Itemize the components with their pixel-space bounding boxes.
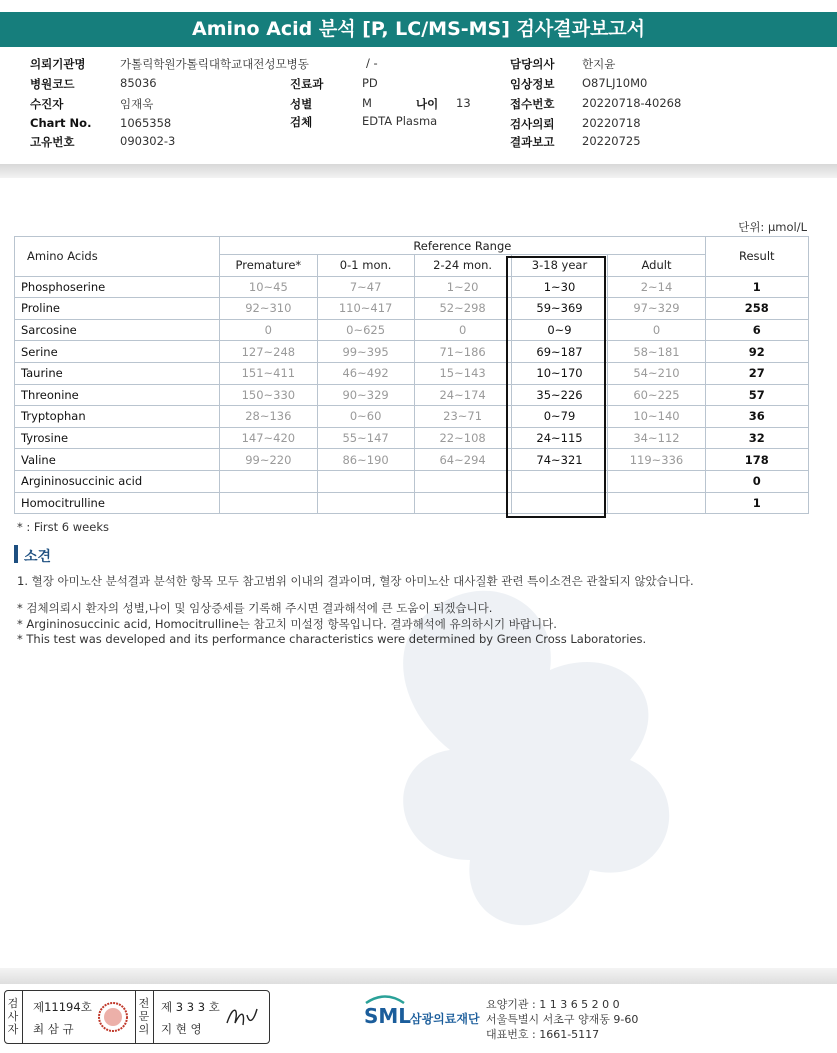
ref-range-m2-24: 71~186 bbox=[414, 341, 511, 363]
result-value: 92 bbox=[705, 341, 808, 363]
ref-range-adult: 119~336 bbox=[608, 449, 705, 471]
ref-range-adult: 58~181 bbox=[608, 341, 705, 363]
findings-note-2: * Argininosuccinic acid, Homocitrulline는 참고치 미설정 항목입니다. 결과해석에 유의하시기 바랍니다. bbox=[17, 617, 557, 631]
amino-acid-name: Taurine bbox=[15, 362, 220, 384]
ref-range-y3-18: 35~226 bbox=[511, 384, 608, 406]
ref-range-y3-18: 69~187 bbox=[511, 341, 608, 363]
table-row bbox=[15, 406, 809, 428]
ref-range-y3-18: 1~30 bbox=[511, 276, 608, 298]
ref-range-adult: 10~140 bbox=[608, 406, 705, 428]
table-row bbox=[15, 341, 809, 363]
col-reference-range: Reference Range bbox=[220, 237, 705, 255]
specimen-label: 검체 bbox=[290, 115, 313, 129]
clinical-label: 임상정보 bbox=[510, 77, 555, 91]
unique-label: 고유번호 bbox=[30, 135, 75, 149]
specialist-label-1: 전 bbox=[138, 997, 150, 1010]
ref-range-m0-1 bbox=[317, 470, 414, 492]
report-title: Amino Acid 분석 [P, LC/MS-MS] 검사결과보고서 bbox=[0, 12, 837, 47]
subcol-adult: Adult bbox=[608, 255, 705, 277]
findings-note-3: * This test was developed and its performance characteristics were determined by Green Cross Laboratories. bbox=[17, 632, 647, 646]
result-value: 178 bbox=[705, 449, 808, 471]
org-phone: 대표번호 : 1661-5117 bbox=[486, 1028, 600, 1041]
receipt-label: 접수번호 bbox=[510, 97, 555, 111]
ref-range-adult: 97~329 bbox=[608, 298, 705, 320]
ref-range-adult: 60~225 bbox=[608, 384, 705, 406]
ref-range-premature: 28~136 bbox=[220, 406, 317, 428]
ref-range-adult bbox=[608, 492, 705, 514]
ref-range-m0-1: 99~395 bbox=[317, 341, 414, 363]
result-value: 1 bbox=[705, 276, 808, 298]
ref-range-premature: 92~310 bbox=[220, 298, 317, 320]
result-value: 1 bbox=[705, 492, 808, 514]
table-row bbox=[15, 319, 809, 341]
amino-acid-name: Tryptophan bbox=[15, 406, 220, 428]
highlight-3-18-year bbox=[506, 256, 606, 518]
ref-range-m0-1: 0~625 bbox=[317, 319, 414, 341]
receipt-value: 20220718-40268 bbox=[582, 96, 682, 110]
sig-divider-3 bbox=[153, 991, 154, 1043]
findings-marker bbox=[14, 545, 18, 563]
findings-line-1: 1. 혈장 아미노산 분석결과 분석한 항목 모두 참고범위 이내의 결과이며, 혈장 아미노산 대사질환 관련 특이소견은 관찰되지 않았습니다. bbox=[17, 574, 694, 588]
table-row bbox=[15, 298, 809, 320]
table-row bbox=[15, 362, 809, 384]
examiner-label-2: 사 bbox=[7, 1010, 19, 1023]
ref-range-premature: 150~330 bbox=[220, 384, 317, 406]
ref-range-m0-1: 0~60 bbox=[317, 406, 414, 428]
institution-value: 가톨릭학원가톨릭대학교대전성모병동 bbox=[120, 57, 309, 71]
findings-title: 소견 bbox=[24, 549, 52, 565]
results-table bbox=[14, 236, 809, 514]
col-amino-acids: Amino Acids bbox=[15, 237, 220, 277]
ref-range-adult: 2~14 bbox=[608, 276, 705, 298]
table-row bbox=[15, 276, 809, 298]
amino-acid-name: Valine bbox=[15, 449, 220, 471]
hospital-code-value: 85036 bbox=[120, 76, 157, 90]
ref-range-premature: 99~220 bbox=[220, 449, 317, 471]
ref-range-premature bbox=[220, 492, 317, 514]
report-label: 결과보고 bbox=[510, 135, 555, 149]
ref-range-m2-24: 22~108 bbox=[414, 427, 511, 449]
examiner-name: 최 삼 규 bbox=[33, 1022, 74, 1036]
ref-range-premature: 147~420 bbox=[220, 427, 317, 449]
ref-range-m0-1: 86~190 bbox=[317, 449, 414, 471]
ref-range-m2-24 bbox=[414, 470, 511, 492]
ref-range-y3-18: 0~79 bbox=[511, 406, 608, 428]
specimen-value: EDTA Plasma bbox=[362, 114, 438, 128]
examiner-label-3: 자 bbox=[7, 1023, 19, 1036]
ref-range-m2-24: 23~71 bbox=[414, 406, 511, 428]
subcol-2-24-mon: 2-24 mon. bbox=[414, 255, 511, 277]
dept-value: PD bbox=[362, 76, 378, 90]
examiner-label-1: 검 bbox=[7, 997, 19, 1010]
sex-value: M bbox=[362, 96, 372, 110]
ref-range-y3-18: 74~321 bbox=[511, 449, 608, 471]
signature-box bbox=[4, 990, 270, 1044]
amino-acid-name: Sarcosine bbox=[15, 319, 220, 341]
age-value: 13 bbox=[456, 96, 471, 110]
section-divider bbox=[0, 164, 837, 178]
result-value: 258 bbox=[705, 298, 808, 320]
ref-range-m2-24: 52~298 bbox=[414, 298, 511, 320]
unique-value: 090302-3 bbox=[120, 134, 176, 148]
result-value: 32 bbox=[705, 427, 808, 449]
ward-value: / - bbox=[366, 56, 378, 70]
ref-range-m0-1: 110~417 bbox=[317, 298, 414, 320]
subcol-0-1-mon: 0-1 mon. bbox=[317, 255, 414, 277]
ref-range-adult bbox=[608, 470, 705, 492]
patient-info bbox=[0, 47, 837, 165]
sml-logo-name: 삼광의료재단 bbox=[410, 1012, 480, 1026]
ref-range-m2-24: 0 bbox=[414, 319, 511, 341]
ref-range-y3-18: 24~115 bbox=[511, 427, 608, 449]
ref-range-y3-18: 59~369 bbox=[511, 298, 608, 320]
chart-label: Chart No. bbox=[30, 116, 92, 130]
unit-label: 단위: μmol/L bbox=[738, 220, 807, 234]
chart-value: 1065358 bbox=[120, 116, 172, 130]
signature-scribble-icon bbox=[223, 1001, 263, 1033]
clinical-value: O87LJ10M0 bbox=[582, 76, 648, 90]
table-row bbox=[15, 449, 809, 471]
doctor-value: 한지윤 bbox=[582, 57, 616, 71]
ref-range-m2-24: 24~174 bbox=[414, 384, 511, 406]
ref-range-premature: 127~248 bbox=[220, 341, 317, 363]
subcol-3-18-year: 3-18 year bbox=[511, 255, 608, 277]
ref-range-y3-18: 0~9 bbox=[511, 319, 608, 341]
patient-label: 수진자 bbox=[30, 97, 64, 111]
specialist-label-3: 의 bbox=[138, 1023, 150, 1036]
ref-range-premature: 151~411 bbox=[220, 362, 317, 384]
sig-divider-2 bbox=[135, 991, 136, 1043]
specialist-label-2: 문 bbox=[138, 1010, 150, 1023]
ref-range-m0-1 bbox=[317, 492, 414, 514]
subcol-premature: Premature* bbox=[220, 255, 317, 277]
ref-range-m0-1: 55~147 bbox=[317, 427, 414, 449]
specialist-name: 지 현 영 bbox=[161, 1022, 202, 1036]
ref-range-y3-18: 10~170 bbox=[511, 362, 608, 384]
specialist-number: 제 3 3 3 호 bbox=[161, 1000, 220, 1014]
amino-acid-name: Argininosuccinic acid bbox=[15, 470, 220, 492]
ref-range-m0-1: 90~329 bbox=[317, 384, 414, 406]
result-value: 6 bbox=[705, 319, 808, 341]
ref-range-m2-24 bbox=[414, 492, 511, 514]
top-margin bbox=[0, 0, 837, 12]
ref-range-m2-24: 15~143 bbox=[414, 362, 511, 384]
ref-range-adult: 34~112 bbox=[608, 427, 705, 449]
request-value: 20220718 bbox=[582, 116, 641, 130]
sig-divider-1 bbox=[22, 991, 23, 1043]
amino-acid-name: Homocitrulline bbox=[15, 492, 220, 514]
col-result: Result bbox=[705, 237, 808, 277]
amino-acid-name: Serine bbox=[15, 341, 220, 363]
amino-acid-name: Tyrosine bbox=[15, 427, 220, 449]
ref-range-premature bbox=[220, 470, 317, 492]
result-value: 27 bbox=[705, 362, 808, 384]
amino-acid-name: Proline bbox=[15, 298, 220, 320]
findings-note-1: * 검체의뢰시 환자의 성별,나이 및 임상증세를 기록해 주시면 결과해석에 큰 도움이 되겠습니다. bbox=[17, 601, 493, 615]
sex-label: 성별 bbox=[290, 97, 313, 111]
ref-range-m2-24: 1~20 bbox=[414, 276, 511, 298]
org-address: 서울특별시 서초구 양재동 9-60 bbox=[486, 1013, 639, 1026]
table-row bbox=[15, 492, 809, 514]
org-code: 요양기관 : 1 1 3 6 5 2 0 0 bbox=[486, 998, 620, 1011]
result-value: 0 bbox=[705, 470, 808, 492]
amino-acid-name: Threonine bbox=[15, 384, 220, 406]
ref-range-adult: 54~210 bbox=[608, 362, 705, 384]
ref-range-m0-1: 7~47 bbox=[317, 276, 414, 298]
dept-label: 진료과 bbox=[290, 77, 324, 91]
ref-range-m0-1: 46~492 bbox=[317, 362, 414, 384]
ref-range-premature: 0 bbox=[220, 319, 317, 341]
amino-acid-name: Phosphoserine bbox=[15, 276, 220, 298]
age-label: 나이 bbox=[416, 97, 439, 111]
table-row bbox=[15, 470, 809, 492]
table-footnote: * : First 6 weeks bbox=[17, 520, 109, 534]
request-label: 검사의뢰 bbox=[510, 117, 555, 131]
patient-value: 임재욱 bbox=[120, 97, 154, 111]
sml-logo-arc-icon bbox=[364, 994, 406, 1004]
ref-range-premature: 10~45 bbox=[220, 276, 317, 298]
examiner-seal-icon bbox=[97, 1001, 129, 1033]
examiner-number: 제11194호 bbox=[33, 1000, 92, 1014]
report-value: 20220725 bbox=[582, 134, 641, 148]
institution-label: 의뢰기관명 bbox=[30, 57, 86, 71]
table-row bbox=[15, 427, 809, 449]
ref-range-m2-24: 64~294 bbox=[414, 449, 511, 471]
hospital-code-label: 병원코드 bbox=[30, 77, 75, 91]
result-value: 57 bbox=[705, 384, 808, 406]
doctor-label: 담당의사 bbox=[510, 57, 555, 71]
sml-logo: SML bbox=[364, 1004, 412, 1028]
result-value: 36 bbox=[705, 406, 808, 428]
ref-range-adult: 0 bbox=[608, 319, 705, 341]
footer-divider bbox=[0, 968, 837, 984]
table-row bbox=[15, 384, 809, 406]
